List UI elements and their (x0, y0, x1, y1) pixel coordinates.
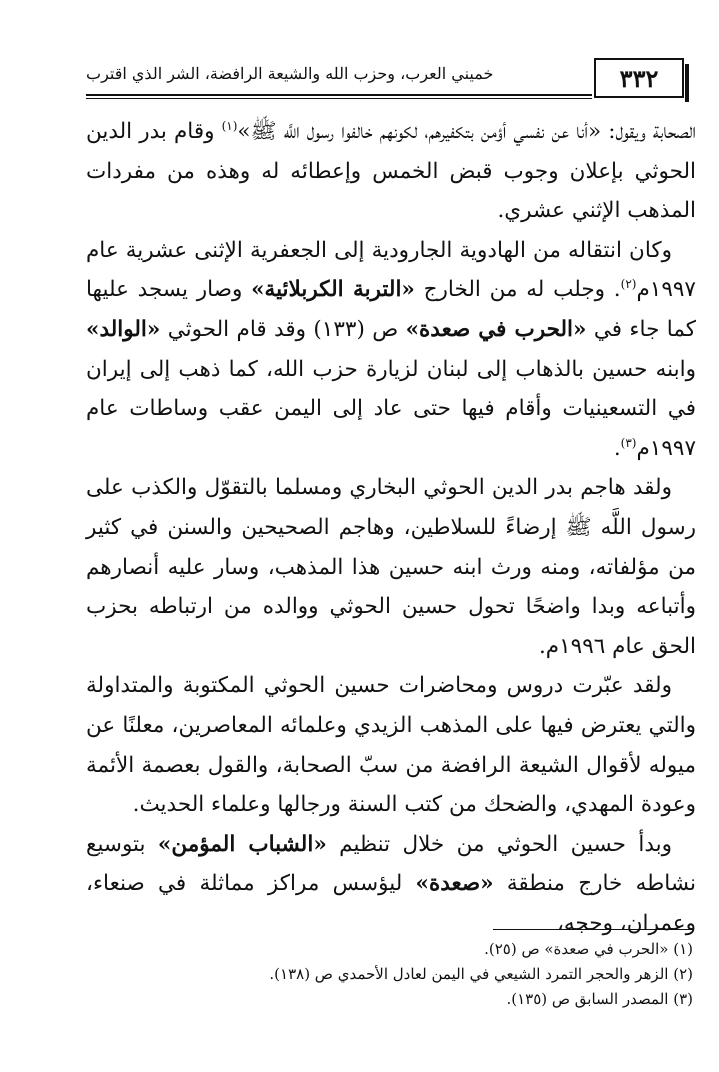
text-run: . وجلب له من الخارج (414, 277, 621, 303)
text-run: وقام بدر الدين الحوثي بإعلان وجوب قبض الخمس وإعطائه له وهذه من مفردات المذهب الإثني عشري. (86, 119, 696, 224)
bold-title: «الشباب المؤمن» (157, 831, 327, 857)
paragraph-3: ولقد هاجم بدر الدين الحوثي البخاري ومسلما بالتقوّل والكذب على رسول اللَّه ﷺ إرضاءً للسلاطين، وهاجم الصحيحين والسنن في كثير من مؤلفاته، ومنه ورث ابنه حسين هذا المذهب، وسار عليه أنصارهم وأتباعه وبدا واضحًا تحول حسين الحوثي ووالده من ارتباطه بحزب الحق عام ١٩٩٦م. (86, 475, 696, 659)
footnote-3: (٣) المصدر السابق ص (١٣٥). (506, 990, 693, 1008)
paragraph-5 (86, 825, 696, 944)
paragraph-1 (86, 112, 696, 231)
page-number: ٣٣٢ (594, 58, 684, 98)
footnote-ref-2: (٢) (620, 277, 637, 292)
text-run: بتوسيع نشاطه خارج منطقة (86, 831, 696, 897)
text-run: وصار يسجد عليها كما جاء في (86, 277, 696, 342)
footnote-ref-1: (١) (221, 118, 238, 133)
footnote-rule (493, 929, 693, 930)
running-title: خميني العرب، وحزب الله والشيعة الرافضة، الشر الذي اقترب (86, 64, 494, 83)
text-run: وكان انتقاله من الهادوية الجارودية إلى الجعفرية الإثنى عشرية عام ١٩٩٧م (86, 237, 696, 303)
text-run: الصحابة ويقول: «أنا عن نفسي أؤمن بتكفيرهم، لكونهم خالفوا رسول اللَّه ﷺ» (237, 119, 696, 144)
text-run: وابنه حسين بالذهاب إلى لبنان لزيارة حزب الله، كما ذهب إلى إيران في التسعينيات وأقام فيها حتى عاد إلى اليمن عقب وساطات عام ١٩٩٧م (86, 356, 696, 461)
text-run: وبدأ حسين الحوثي من خلال تنظيم (326, 831, 672, 857)
footnotes (93, 937, 693, 1012)
footnote-ref-3: (٣) (620, 435, 637, 450)
bold-title: «صعدة» (415, 871, 494, 897)
paragraph-4: ولقد عبّرت دروس ومحاضرات حسين الحوثي المكتوبة والمتداولة والتي يعترض فيها على المذهب الزيدي وعلمائه المعاصرين، معلنًا عن ميوله لأقوال الشيعة الرافضة من سبّ الصحابة، والقول بعصمة الأئمة وعودة المهدي، والضحك من كتب السنة ورجالها وعلماء الحديث. (86, 673, 696, 818)
page-header (86, 52, 684, 102)
footnote-1: (١) «الحرب في صعدة» ص (٢٥). (484, 940, 693, 958)
text-run: ليؤسس مراكز مماثلة في صنعاء، وعمران، وحجه، (86, 871, 696, 936)
bold-title: «التربة الكربلائية» (251, 277, 415, 303)
text-run: . (613, 435, 621, 461)
paragraph-2 (86, 231, 696, 469)
header-rule (86, 94, 592, 96)
bold-title: «الحرب في صعدة» (405, 316, 587, 342)
footnote-2: (٢) الزهر والحجر التمرد الشيعي في اليمن لعادل الأحمدي ص (١٣٨). (269, 965, 693, 983)
text-run: ص (١٣٣) وقد قام الحوثي (160, 316, 406, 342)
bold-title: «الوالد» (86, 316, 161, 342)
body-text (86, 112, 696, 936)
